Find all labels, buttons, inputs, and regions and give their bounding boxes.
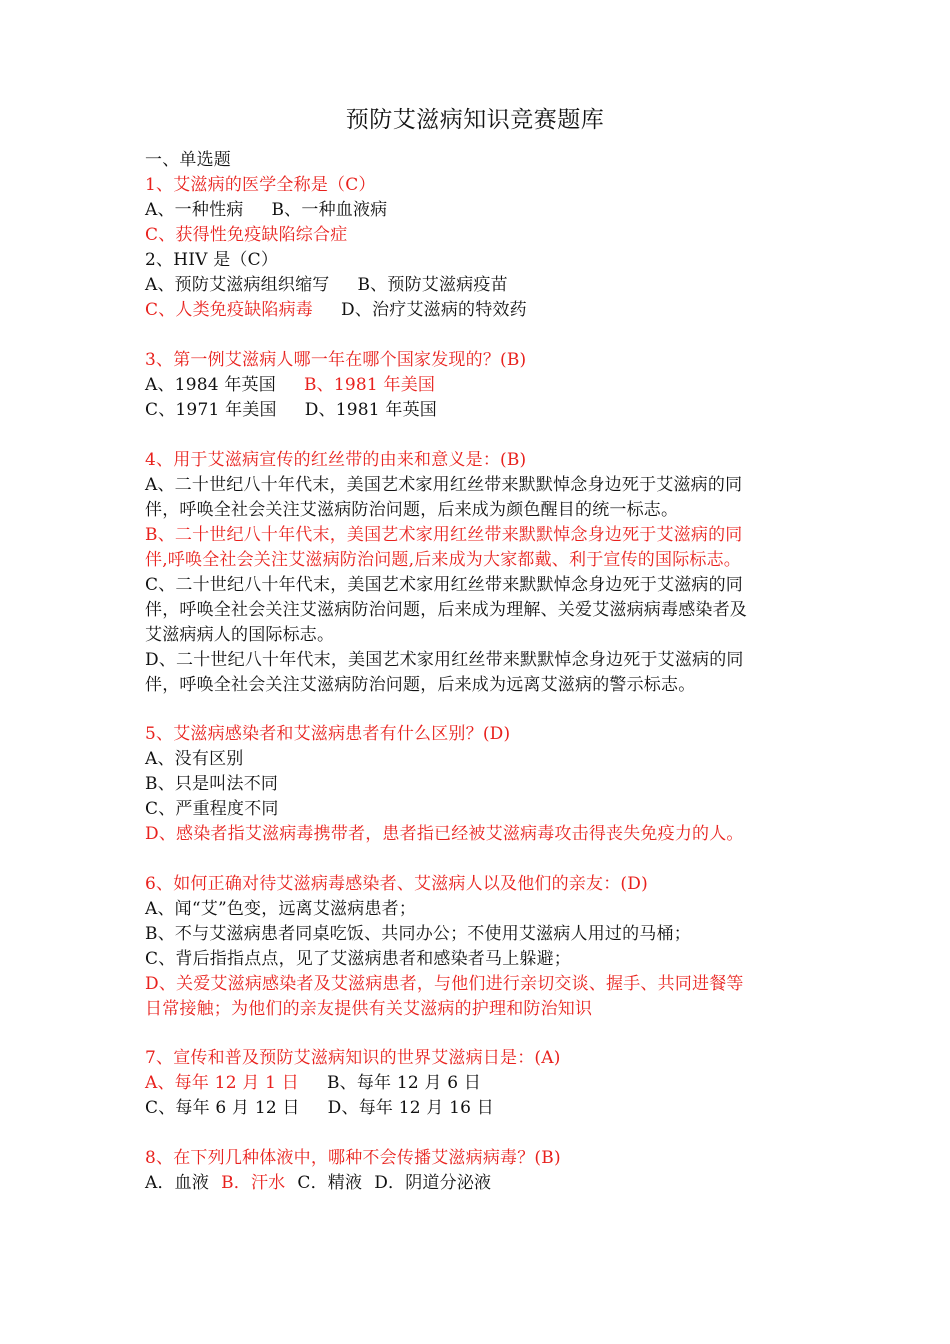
q5-option-b: B、只是叫法不同	[145, 774, 279, 794]
q6-option-d-line1: D、关爱艾滋病感染者及艾滋病患者，与他们进行亲切交谈、握手、共同进餐等	[145, 974, 744, 994]
question-1: 1、艾滋病的医学全称是（C）	[145, 175, 376, 195]
q4-option-a-line2: 伴，呼唤全社会关注艾滋病防治问题，后来成为颜色醒目的统一标志。	[145, 500, 679, 520]
q1-option-c: C、获得性免疫缺陷综合症	[145, 225, 348, 245]
q5-option-c: C、严重程度不同	[145, 799, 279, 819]
q4-option-b-line2: 伴,呼唤全社会关注艾滋病防治问题,后来成为大家都戴、利于宣传的国际标志。	[145, 550, 742, 570]
q7-option-c: C、每年 6 月 12 日	[145, 1098, 300, 1118]
q7-option-b: B、每年 12 月 6 日	[326, 1073, 482, 1093]
q3-option-a: A、1984 年英国	[145, 375, 276, 395]
q2-option-d: D、治疗艾滋病的特效药	[341, 300, 527, 320]
q2-options-ab	[145, 273, 508, 297]
q4-option-c-line1: C、二十世纪八十年代末，美国艺术家用红丝带来默默悼念身边死于艾滋病的同	[145, 575, 744, 595]
q8-options	[145, 1171, 491, 1195]
q8-option-a: A．血液	[145, 1173, 210, 1193]
q8-option-d: D．阴道分泌液	[374, 1173, 492, 1193]
q1-option-a: A、一种性病	[145, 200, 244, 220]
q2-option-b: B、预防艾滋病疫苗	[357, 275, 508, 295]
question-3: 3、第一例艾滋病人哪一年在哪个国家发现的？(B)	[145, 350, 527, 370]
q4-option-b-line1: B、二十世纪八十年代末，美国艺术家用红丝带来默默悼念身边死于艾滋病的同	[145, 525, 743, 545]
q2-option-a: A、预防艾滋病组织缩写	[145, 275, 330, 295]
q8-option-c: C．精液	[297, 1173, 363, 1193]
q3-option-b: B、1981 年美国	[303, 375, 436, 395]
q4-option-d-line2: 伴，呼唤全社会关注艾滋病防治问题，后来成为远离艾滋病的警示标志。	[145, 675, 696, 695]
q5-option-a: A、没有区别	[145, 749, 244, 769]
question-2: 2、HIV 是（C）	[145, 250, 279, 270]
q5-option-d: D、感染者指艾滋病毒携带者，患者指已经被艾滋病毒攻击得丧失免疫力的人。	[145, 824, 744, 844]
question-5: 5、艾滋病感染者和艾滋病患者有什么区别？(D)	[145, 724, 511, 744]
q6-option-c: C、背后指指点点，见了艾滋病患者和感染者马上躲避；	[145, 949, 572, 969]
q1-option-b: B、一种血液病	[271, 200, 388, 220]
question-7: 7、宣传和普及预防艾滋病知识的世界艾滋病日是：(A)	[145, 1048, 561, 1068]
q4-option-c-line2: 伴，呼唤全社会关注艾滋病防治问题，后来成为理解、关爱艾滋病病毒感染者及	[145, 600, 747, 620]
q3-option-d: D、1981 年英国	[304, 400, 437, 420]
q4-option-c-line3: 艾滋病病人的国际标志。	[145, 625, 335, 645]
q7-options-ab	[145, 1071, 481, 1095]
q7-option-a: A、每年 12 月 1 日	[145, 1073, 299, 1093]
q2-options-cd	[145, 298, 527, 322]
q3-option-c: C、1971 年美国	[145, 400, 277, 420]
question-4: 4、用于艾滋病宣传的红丝带的由来和意义是：(B)	[145, 450, 527, 470]
q7-option-d: D、每年 12 月 16 日	[327, 1098, 494, 1118]
q1-options-ab	[145, 198, 387, 222]
question-6: 6、如何正确对待艾滋病毒感染者、艾滋病人以及他们的亲友：(D)	[145, 874, 648, 894]
q6-option-d-line2: 日常接触；为他们的亲友提供有关艾滋病的护理和防治知识	[145, 999, 593, 1019]
q4-option-a-line1: A、二十世纪八十年代末，美国艺术家用红丝带来默默悼念身边死于艾滋病的同	[145, 475, 743, 495]
q8-option-b: B．汗水	[221, 1173, 286, 1193]
q4-option-d-line1: D、二十世纪八十年代末，美国艺术家用红丝带来默默悼念身边死于艾滋病的同	[145, 650, 744, 670]
q6-option-b: B、不与艾滋病患者同桌吃饭、共同办公；不使用艾滋病人用过的马桶；	[145, 924, 691, 944]
page-title: 预防艾滋病知识竞赛题库	[345, 107, 605, 133]
q7-options-cd	[145, 1096, 494, 1120]
section-heading: 一、单选题	[145, 150, 231, 170]
q2-option-c: C、人类免疫缺陷病毒	[145, 300, 314, 320]
q3-options-ab	[145, 373, 435, 397]
question-8: 8、在下列几种体液中，哪种不会传播艾滋病病毒？(B)	[145, 1148, 561, 1168]
q3-options-cd	[145, 398, 437, 422]
q6-option-a: A、闻“艾”色变，远离艾滋病患者；	[145, 899, 417, 919]
